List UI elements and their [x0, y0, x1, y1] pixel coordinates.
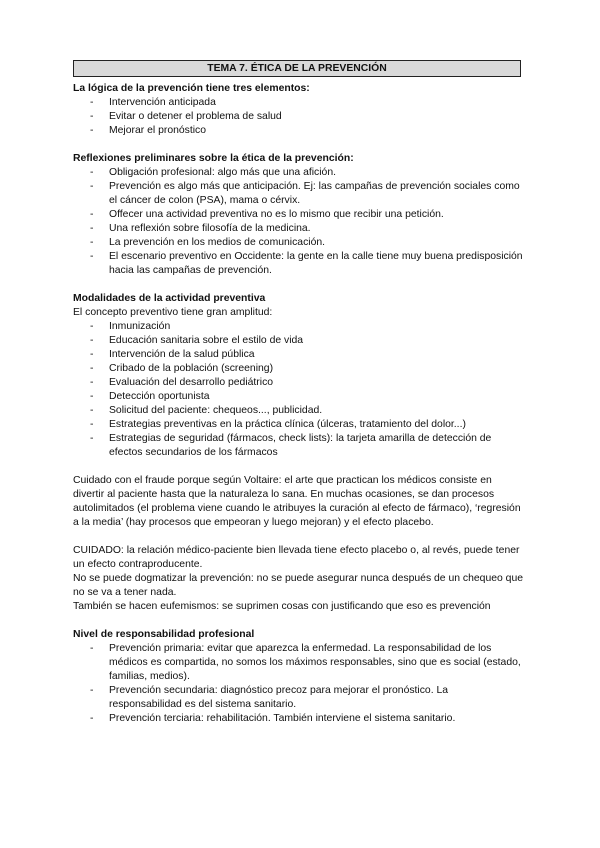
- list-item: - Mejorar el pronóstico: [73, 124, 523, 138]
- paragraph-fraude: Cuidado con el fraude porque según Voltaire: el arte que practican los médicos consiste en divertir al paciente hasta que la naturaleza lo sana. En muchas ocasiones, se dan procesos autolimitados (el problema viene cuando le atribuyes la curación al efecto de fármaco), ‘regresión a la media’ (hay procesos que empeoran y luego mejoran) y el efecto placebo.: [73, 475, 521, 528]
- list-item: - Obligación profesional: algo más que una afición.: [73, 166, 523, 180]
- list-modalidades: [73, 320, 523, 460]
- section-heading-logica: La lógica de la prevención tiene tres elementos:: [73, 83, 310, 94]
- list-item: - Intervención anticipada: [73, 96, 523, 110]
- list-item: - La prevención en los medios de comunicación.: [73, 236, 523, 250]
- section-heading-reflexiones: Reflexiones preliminares sobre la ética de la prevención:: [73, 153, 354, 164]
- list-item: - Prevención primaria: evitar que aparezca la enfermedad. La responsabilidad de los médicos es compartida, no somos los máximos responsables, sino que es social (estado, familias, medios).: [73, 642, 523, 684]
- list-item: - Prevención es algo más que anticipación. Ej: las campañas de prevención sociales como el cáncer de colon (PSA), mama o cérvix.: [73, 180, 523, 208]
- list-item: - Detección oportunista: [73, 390, 523, 404]
- document-title: TEMA 7. ÉTICA DE LA PREVENCIÓN: [73, 60, 521, 77]
- list-item: - Estrategias de seguridad (fármacos, check lists): la tarjeta amarilla de detección de efectos secundarios de los fármacos: [73, 432, 523, 460]
- list-item: - Inmunización: [73, 320, 523, 334]
- list-item: - Offecer una actividad preventiva no es lo mismo que recibir una petición.: [73, 208, 523, 222]
- list-item: - Estrategias preventivas en la práctica clínica (úlceras, tratamiento del dolor...): [73, 418, 523, 432]
- list-item: - Prevención secundaria: diagnóstico precoz para mejorar el pronóstico. La responsabilidad es del sistema sanitario.: [73, 684, 523, 712]
- list-item: - El escenario preventivo en Occidente: la gente en la calle tiene muy buena predisposición hacia las campañas de prevención.: [73, 250, 523, 278]
- list-item: - Cribado de la población (screening): [73, 362, 523, 376]
- list-item: - Prevención terciaria: rehabilitación. También interviene el sistema sanitario.: [73, 712, 523, 726]
- list-responsabilidad: [73, 642, 523, 726]
- list-logica: [73, 96, 523, 138]
- paragraph-eufemismos: También se hacen eufemismos: se suprimen cosas con justificando que eso es prevención: [73, 601, 491, 612]
- list-item: - Evitar o detener el problema de salud: [73, 110, 523, 124]
- section-heading-modalidades: Modalidades de la actividad preventiva: [73, 293, 266, 304]
- paragraph-cuidado: CUIDADO: la relación médico-paciente bien llevada tiene efecto placebo o, al revés, puede tener un efecto contraproducente.: [73, 545, 520, 570]
- list-item: - Una reflexión sobre filosofía de la medicina.: [73, 222, 523, 236]
- list-reflexiones: [73, 166, 523, 278]
- list-item: - Educación sanitaria sobre el estilo de vida: [73, 334, 523, 348]
- list-item: - Solicitud del paciente: chequeos..., publicidad.: [73, 404, 523, 418]
- paragraph-dogmatizar: No se puede dogmatizar la prevención: no se puede asegurar nunca después de un chequeo que no se va a tener nada.: [73, 573, 524, 598]
- document-content: [73, 82, 523, 726]
- section-heading-responsabilidad: Nivel de responsabilidad profesional: [73, 629, 255, 640]
- list-item: - Evaluación del desarrollo pediátrico: [73, 376, 523, 390]
- section-intro: El concepto preventivo tiene gran amplitud:: [73, 307, 273, 318]
- list-item: - Intervención de la salud pública: [73, 348, 523, 362]
